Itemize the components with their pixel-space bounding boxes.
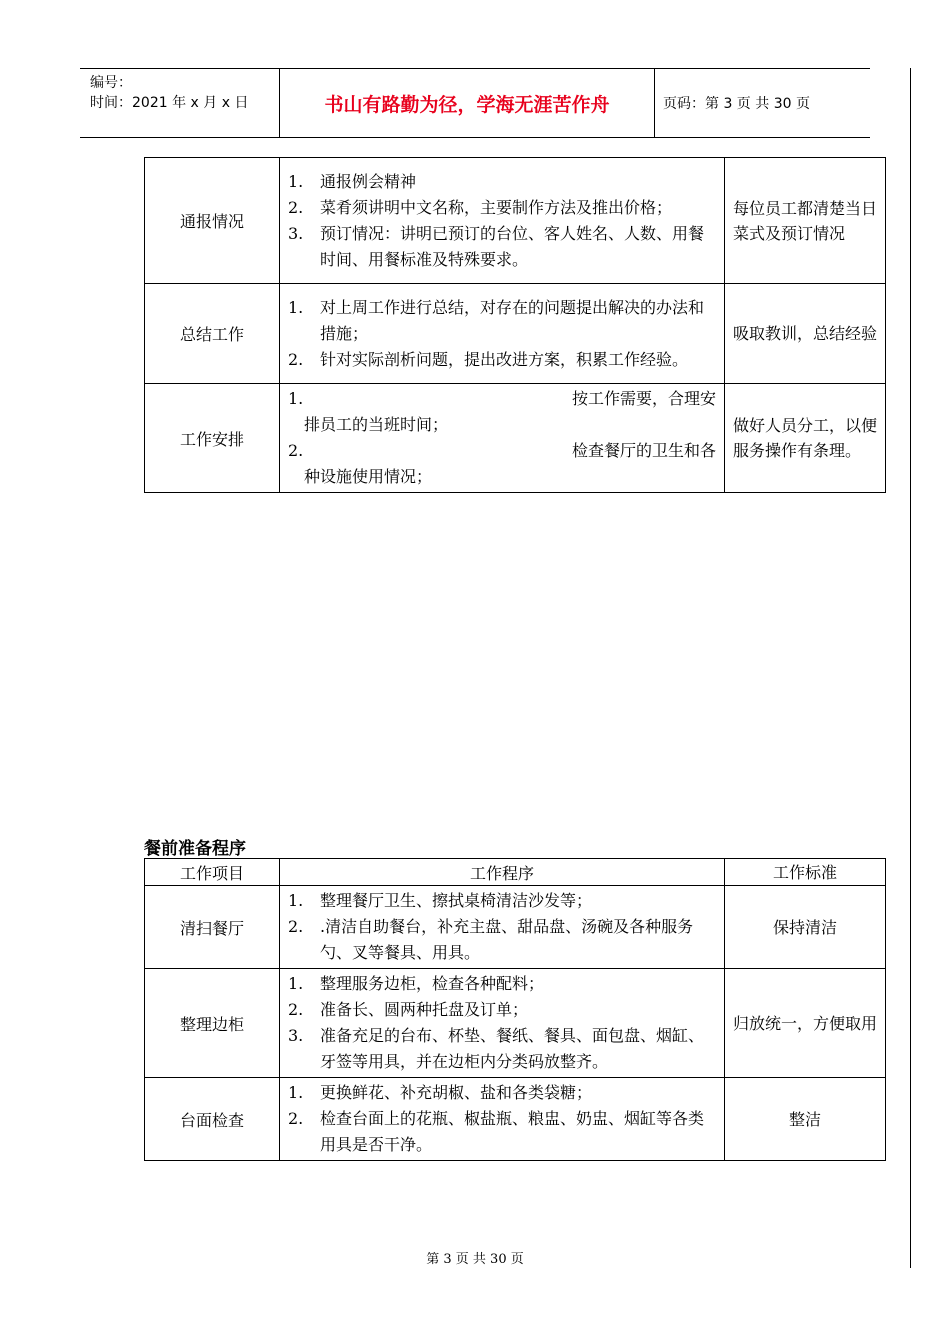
standard-cell: 做好人员分工，以便服务操作有条理。 (725, 384, 886, 493)
page-header (80, 68, 870, 138)
list-item: 3. 预订情况：讲明已预订的台位、客人姓名、人数、用餐时间、用餐标准及特殊要求。 (288, 223, 705, 269)
procedure-cell (280, 969, 725, 1078)
standard-cell: 保持清洁 (725, 886, 886, 969)
item-cell: 通报情况 (145, 158, 280, 284)
header-standard: 工作标准 (725, 859, 886, 886)
margin-line (910, 68, 911, 1268)
item-cell: 台面检查 (145, 1078, 280, 1161)
item-cell: 总结工作 (145, 284, 280, 384)
header-page-info: 页码：第 3 页 共 30 页 (663, 96, 810, 112)
preparation-table (144, 858, 886, 1161)
item-cell: 整理边柜 (145, 969, 280, 1078)
procedure-cell (280, 384, 725, 493)
list-item: 1. 通报例会精神 (288, 171, 417, 191)
table-row (145, 158, 886, 284)
table-row (145, 886, 886, 969)
table-header-row (145, 859, 886, 886)
procedure-cell (280, 158, 725, 284)
procedure-cell (280, 1078, 725, 1161)
time-label: 时间：2021 年 x 月 x 日 (90, 95, 249, 111)
item-cell: 工作安排 (145, 384, 280, 493)
page-footer: 第 3 页 共 30 页 (426, 1252, 524, 1267)
header-meta (80, 69, 280, 137)
header-procedure: 工作程序 (280, 859, 725, 886)
list-item: 1. 整理餐厅卫生、擦拭桌椅清洁沙发等； (288, 891, 593, 910)
section-title: 餐前准备程序 (144, 839, 246, 859)
briefing-table (144, 157, 886, 493)
list-item: 2. 准备长、圆两种托盘及订单； (288, 1000, 529, 1019)
list-item: 2. 菜肴须讲明中文名称，主要制作方法及推出价格； (288, 197, 673, 217)
list-item: 2. 检查餐厅的卫生和各 (288, 441, 716, 460)
standard-cell: 整洁 (725, 1078, 886, 1161)
table-row (145, 969, 886, 1078)
list-item: 3. 准备充足的台布、杯垫、餐纸、餐具、面包盘、烟缸、牙签等用具，并在边柜内分类码放整齐。 (288, 1026, 705, 1071)
header-item: 工作项目 (145, 859, 280, 886)
list-item: 1. 更换鲜花、补充胡椒、盐和各类袋糖； (288, 1083, 593, 1102)
standard-cell: 归放统一，方便取用 (725, 969, 886, 1078)
list-item: 2. .清洁自助餐台，补充主盘、甜品盘、汤碗及各种服务勺、叉等餐具、用具。 (288, 917, 694, 962)
item-cell: 清扫餐厅 (145, 886, 280, 969)
list-item: 1. 对上周工作进行总结，对存在的问题提出解决的办法和措施； (288, 297, 705, 343)
standard-cell: 每位员工都清楚当日菜式及预订情况 (725, 158, 886, 284)
table-row (145, 1078, 886, 1161)
list-item: 1. 按工作需要，合理安 (288, 389, 716, 408)
list-item-continued: 种设施使用情况； (304, 467, 433, 486)
standard-cell: 吸取教训，总结经验 (725, 284, 886, 384)
table-row (145, 284, 886, 384)
procedure-cell (280, 886, 725, 969)
header-motto: 书山有路勤为径，学海无涯苦作舟 (280, 69, 655, 137)
table-row (145, 384, 886, 493)
list-item: 2. 针对实际剖析问题，提出改进方案，积累工作经验。 (288, 349, 689, 369)
list-item: 2. 检查台面上的花瓶、椒盐瓶、粮盅、奶盅、烟缸等各类用具是否干净。 (288, 1109, 705, 1154)
code-label: 编号： (90, 75, 132, 91)
procedure-cell (280, 284, 725, 384)
list-item: 1. 整理服务边柜，检查各种配料； (288, 974, 545, 993)
list-item-continued: 排员工的当班时间； (304, 415, 449, 434)
